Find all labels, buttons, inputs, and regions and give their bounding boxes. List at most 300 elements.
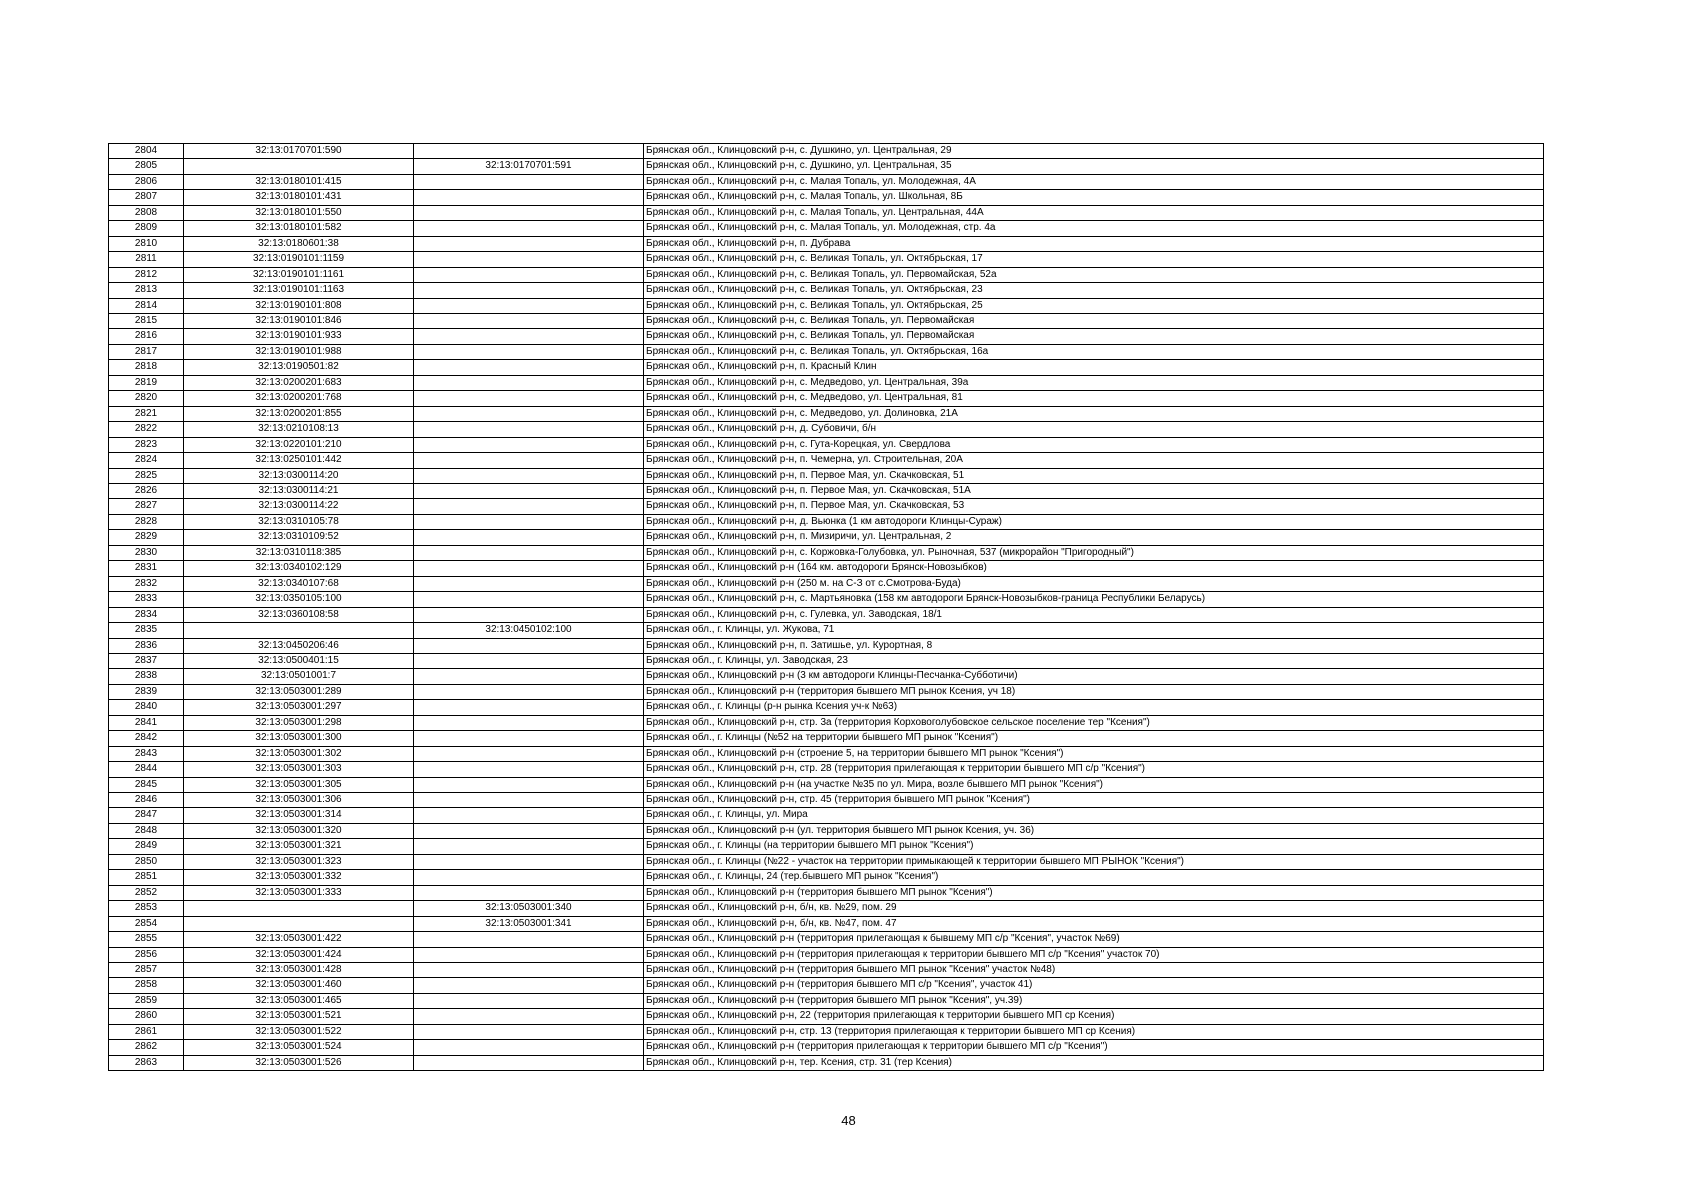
cadastral-number-alt-cell [414,684,644,699]
cadastral-number-alt-cell [414,422,644,437]
table-row [109,916,1544,931]
table-row [109,468,1544,483]
cadastral-number-alt-cell [414,669,644,684]
address-cell: Брянская обл., г. Клинцы, ул. Заводская, 23 [644,653,1544,668]
address-cell: Брянская обл., Клинцовский р-н, стр. 13 (территория прилегающая к территории бывшего МП ср Ксения) [644,1024,1544,1039]
cadastral-number-cell: 32:13:0300114:22 [184,499,414,514]
row-number-cell: 2822 [109,422,184,437]
row-number-cell: 2850 [109,854,184,869]
table-row [109,453,1544,468]
cadastral-number-alt-cell [414,978,644,993]
cadastral-number-alt-cell [414,885,644,900]
cadastral-number-alt-cell [414,530,644,545]
cadastral-number-alt-cell [414,731,644,746]
row-number-cell: 2824 [109,453,184,468]
address-cell: Брянская обл., Клинцовский р-н (на участке №35 по ул. Мира, возле бывшего МП рынок "Ксения") [644,777,1544,792]
row-number-cell: 2863 [109,1055,184,1070]
cadastral-number-alt-cell [414,592,644,607]
cadastral-number-cell: 32:13:0180101:582 [184,221,414,236]
table-row [109,700,1544,715]
address-cell: Брянская обл., Клинцовский р-н, с. Великая Топаль, ул. Октябрьская, 25 [644,298,1544,313]
address-cell: Брянская обл., Клинцовский р-н, с. Душкино, ул. Центральная, 29 [644,144,1544,159]
row-number-cell: 2834 [109,607,184,622]
cadastral-number-cell: 32:13:0503001:428 [184,963,414,978]
row-number-cell: 2826 [109,483,184,498]
table-row [109,205,1544,220]
cadastral-number-alt-cell [414,437,644,452]
row-number-cell: 2817 [109,344,184,359]
cadastral-number-cell: 32:13:0340102:129 [184,561,414,576]
address-cell: Брянская обл., Клинцовский р-н, с. Малая Топаль, ул. Молодежная, стр. 4а [644,221,1544,236]
row-number-cell: 2812 [109,267,184,282]
cadastral-number-alt-cell [414,144,644,159]
row-number-cell: 2854 [109,916,184,931]
address-cell: Брянская обл., Клинцовский р-н, п. Первое Мая, ул. Скачковская, 51 [644,468,1544,483]
table-row [109,870,1544,885]
cadastral-number-cell: 32:13:0200201:768 [184,391,414,406]
row-number-cell: 2809 [109,221,184,236]
cadastral-number-alt-cell [414,360,644,375]
row-number-cell: 2839 [109,684,184,699]
row-number-cell: 2828 [109,514,184,529]
row-number-cell: 2849 [109,839,184,854]
cadastral-number-alt-cell [414,283,644,298]
table-row [109,993,1544,1008]
table-row [109,638,1544,653]
cadastral-number-alt-cell: 32:13:0450102:100 [414,623,644,638]
cadastral-number-alt-cell [414,839,644,854]
cadastral-number-cell [184,916,414,931]
row-number-cell: 2846 [109,793,184,808]
cadastral-number-alt-cell [414,1055,644,1070]
table-row [109,298,1544,313]
address-cell: Брянская обл., Клинцовский р-н (территория бывшего МП рынок Ксения, уч 18) [644,684,1544,699]
row-number-cell: 2837 [109,653,184,668]
row-number-cell: 2808 [109,205,184,220]
cadastral-number-alt-cell [414,205,644,220]
cadastral-number-alt-cell [414,808,644,823]
cadastral-number-alt-cell [414,715,644,730]
table-row [109,144,1544,159]
table-row [109,576,1544,591]
cadastral-number-alt-cell [414,947,644,962]
cadastral-number-alt-cell: 32:13:0503001:341 [414,916,644,931]
row-number-cell: 2861 [109,1024,184,1039]
table-row [109,607,1544,622]
cadastral-number-alt-cell [414,468,644,483]
table-row [109,221,1544,236]
row-number-cell: 2818 [109,360,184,375]
cadastral-number-alt-cell [414,607,644,622]
table-row [109,483,1544,498]
row-number-cell: 2810 [109,236,184,251]
cadastral-number-cell: 32:13:0503001:289 [184,684,414,699]
address-cell: Брянская обл., Клинцовский р-н, стр. 3а (территория Корховоголубовское сельское поселение тер "Ксения") [644,715,1544,730]
table-row [109,561,1544,576]
row-number-cell: 2829 [109,530,184,545]
cadastral-number-cell: 32:13:0503001:526 [184,1055,414,1070]
table-row [109,854,1544,869]
cadastral-number-cell: 32:13:0503001:314 [184,808,414,823]
cadastral-number-cell [184,159,414,174]
table-row [109,947,1544,962]
cadastral-number-cell: 32:13:0190101:1163 [184,283,414,298]
cadastral-number-alt-cell [414,793,644,808]
cadastral-number-cell: 32:13:0300114:21 [184,483,414,498]
table-row [109,499,1544,514]
address-cell: Брянская обл., Клинцовский р-н, с. Медведово, ул. Центральная, 81 [644,391,1544,406]
table-row [109,406,1544,421]
cadastral-number-alt-cell: 32:13:0170701:591 [414,159,644,174]
cadastral-number-cell: 32:13:0503001:460 [184,978,414,993]
table-row [109,715,1544,730]
table-row [109,653,1544,668]
cadastral-number-cell: 32:13:0190501:82 [184,360,414,375]
cadastral-number-cell: 32:13:0501001:7 [184,669,414,684]
address-cell: Брянская обл., г. Клинцы (р-н рынка Ксения уч-к №63) [644,700,1544,715]
cadastral-number-cell: 32:13:0250101:442 [184,453,414,468]
cadastral-number-cell: 32:13:0180601:38 [184,236,414,251]
table-row [109,375,1544,390]
address-cell: Брянская обл., Клинцовский р-н (3 км автодороги Клинцы-Песчанка-Субботичи) [644,669,1544,684]
cadastral-number-alt-cell [414,252,644,267]
cadastral-number-alt-cell [414,700,644,715]
row-number-cell: 2806 [109,174,184,189]
cadastral-number-cell: 32:13:0503001:298 [184,715,414,730]
address-cell: Брянская обл., Клинцовский р-н (территория прилегающая к территории бывшего МП с/р "Ксения" участок 70) [644,947,1544,962]
address-cell: Брянская обл., Клинцовский р-н, с. Малая Топаль, ул. Школьная, 8Б [644,190,1544,205]
cadastral-number-cell: 32:13:0170701:590 [184,144,414,159]
cadastral-number-alt-cell [414,236,644,251]
cadastral-number-alt-cell [414,329,644,344]
cadastral-number-cell: 32:13:0503001:300 [184,731,414,746]
row-number-cell: 2805 [109,159,184,174]
cadastral-number-cell: 32:13:0503001:302 [184,746,414,761]
row-number-cell: 2841 [109,715,184,730]
row-number-cell: 2811 [109,252,184,267]
address-cell: Брянская обл., Клинцовский р-н, п. Дубрава [644,236,1544,251]
cadastral-number-cell [184,623,414,638]
row-number-cell: 2856 [109,947,184,962]
address-cell: Брянская обл., Клинцовский р-н, с. Малая Топаль, ул. Центральная, 44А [644,205,1544,220]
cadastral-number-cell: 32:13:0503001:521 [184,1009,414,1024]
cadastral-number-alt-cell [414,854,644,869]
address-cell: Брянская обл., Клинцовский р-н, д. Вьюнка (1 км автодороги Клинцы-Сураж) [644,514,1544,529]
address-cell: Брянская обл., Клинцовский р-н (территория бывшего МП рынок "Ксения" участок №48) [644,963,1544,978]
cadastral-number-cell: 32:13:0503001:321 [184,839,414,854]
cadastral-number-cell: 32:13:0500401:15 [184,653,414,668]
cadastral-number-cell: 32:13:0503001:323 [184,854,414,869]
address-cell: Брянская обл., Клинцовский р-н, с. Великая Топаль, ул. Первомайская [644,329,1544,344]
cadastral-number-cell: 32:13:0503001:465 [184,993,414,1008]
table-row [109,684,1544,699]
table-row [109,174,1544,189]
address-cell: Брянская обл., Клинцовский р-н, п. Первое Мая, ул. Скачковская, 53 [644,499,1544,514]
table-row [109,190,1544,205]
cadastral-number-alt-cell [414,777,644,792]
row-number-cell: 2807 [109,190,184,205]
row-number-cell: 2859 [109,993,184,1008]
table-row [109,267,1544,282]
address-cell: Брянская обл., Клинцовский р-н, п. Красный Клин [644,360,1544,375]
cadastral-number-cell: 32:13:0180101:550 [184,205,414,220]
table-row [109,437,1544,452]
cadastral-number-alt-cell [414,406,644,421]
address-cell: Брянская обл., г. Клинцы, 24 (тер.бывшего МП рынок "Ксения") [644,870,1544,885]
cadastral-number-cell: 32:13:0190101:1159 [184,252,414,267]
address-cell: Брянская обл., Клинцовский р-н (250 м. на С-З от с.Смотрова-Буда) [644,576,1544,591]
row-number-cell: 2814 [109,298,184,313]
address-cell: Брянская обл., Клинцовский р-н, с. Медведово, ул. Долиновка, 21А [644,406,1544,421]
address-cell: Брянская обл., г. Клинцы (на территории бывшего МП рынок "Ксения") [644,839,1544,854]
table-row [109,963,1544,978]
cadastral-number-alt-cell [414,746,644,761]
address-cell: Брянская обл., Клинцовский р-н, стр. 28 (территория прилегающая к территории бывшего МП с/р "Ксения") [644,762,1544,777]
cadastral-number-cell: 32:13:0200201:855 [184,406,414,421]
cadastral-number-cell [184,901,414,916]
row-number-cell: 2813 [109,283,184,298]
cadastral-number-cell: 32:13:0503001:297 [184,700,414,715]
row-number-cell: 2804 [109,144,184,159]
cadastral-number-cell: 32:13:0310118:385 [184,545,414,560]
row-number-cell: 2833 [109,592,184,607]
address-cell: Брянская обл., Клинцовский р-н, 22 (территория прилегающая к территории бывшего МП ср Ксения) [644,1009,1544,1024]
row-number-cell: 2825 [109,468,184,483]
address-cell: Брянская обл., Клинцовский р-н, б/н, кв. №29, пом. 29 [644,901,1544,916]
address-cell: Брянская обл., Клинцовский р-н (территория бывшего МП рынок "Ксения") [644,885,1544,900]
cadastral-number-alt-cell [414,190,644,205]
row-number-cell: 2857 [109,963,184,978]
row-number-cell: 2842 [109,731,184,746]
row-number-cell: 2858 [109,978,184,993]
cadastral-number-alt-cell [414,576,644,591]
table-row [109,793,1544,808]
table-row [109,808,1544,823]
cadastral-number-alt-cell [414,174,644,189]
cadastral-number-cell: 32:13:0503001:332 [184,870,414,885]
row-number-cell: 2832 [109,576,184,591]
row-number-cell: 2847 [109,808,184,823]
cadastral-number-alt-cell [414,344,644,359]
address-cell: Брянская обл., г. Клинцы, ул. Мира [644,808,1544,823]
row-number-cell: 2840 [109,700,184,715]
cadastral-number-cell: 32:13:0360108:58 [184,607,414,622]
address-cell: Брянская обл., Клинцовский р-н, с. Коржовка-Голубовка, ул. Рыночная, 537 (микрорайон "Пригородный") [644,545,1544,560]
address-cell: Брянская обл., Клинцовский р-н (строение 5, на территории бывшего МП рынок "Ксения") [644,746,1544,761]
cadastral-number-alt-cell [414,514,644,529]
address-cell: Брянская обл., Клинцовский р-н, с. Великая Топаль, ул. Октябрьская, 17 [644,252,1544,267]
table-row [109,623,1544,638]
table-row [109,344,1544,359]
address-cell: Брянская обл., г. Клинцы, ул. Жукова, 71 [644,623,1544,638]
cadastral-number-cell: 32:13:0503001:522 [184,1024,414,1039]
address-cell: Брянская обл., Клинцовский р-н, с. Душкино, ул. Центральная, 35 [644,159,1544,174]
cadastral-number-cell: 32:13:0503001:524 [184,1040,414,1055]
table-row [109,978,1544,993]
address-cell: Брянская обл., Клинцовский р-н, с. Мартьяновка (158 км автодороги Брянск-Новозыбков-граница Республики Беларусь) [644,592,1544,607]
cadastral-number-cell: 32:13:0503001:303 [184,762,414,777]
row-number-cell: 2836 [109,638,184,653]
table-row [109,236,1544,251]
address-cell: Брянская обл., Клинцовский р-н, п. Первое Мая, ул. Скачковская, 51А [644,483,1544,498]
address-cell: Брянская обл., Клинцовский р-н, тер. Ксения, стр. 31 (тер Ксения) [644,1055,1544,1070]
cadastral-number-cell: 32:13:0190101:1161 [184,267,414,282]
records-table [108,143,1544,1071]
cadastral-number-cell: 32:13:0310109:52 [184,530,414,545]
row-number-cell: 2853 [109,901,184,916]
table-row [109,313,1544,328]
row-number-cell: 2852 [109,885,184,900]
address-cell: Брянская обл., Клинцовский р-н, с. Великая Топаль, ул. Первомайская, 52а [644,267,1544,282]
address-cell: Брянская обл., г. Клинцы (№22 - участок на территории примыкающей к территории бывшего МП РЫНОК "Ксения") [644,854,1544,869]
address-cell: Брянская обл., Клинцовский р-н (территория бывшего МП рынок "Ксения", уч.39) [644,993,1544,1008]
table-row [109,252,1544,267]
row-number-cell: 2844 [109,762,184,777]
address-cell: Брянская обл., Клинцовский р-н, с. Гута-Корецкая, ул. Свердлова [644,437,1544,452]
cadastral-number-cell: 32:13:0503001:305 [184,777,414,792]
cadastral-number-alt-cell [414,1040,644,1055]
row-number-cell: 2862 [109,1040,184,1055]
cadastral-number-cell: 32:13:0503001:422 [184,932,414,947]
row-number-cell: 2820 [109,391,184,406]
cadastral-number-cell: 32:13:0503001:424 [184,947,414,962]
cadastral-number-alt-cell [414,638,644,653]
row-number-cell: 2827 [109,499,184,514]
cadastral-number-cell: 32:13:0503001:333 [184,885,414,900]
cadastral-number-alt-cell [414,221,644,236]
row-number-cell: 2821 [109,406,184,421]
address-cell: Брянская обл., Клинцовский р-н, с. Малая Топаль, ул. Молодежная, 4А [644,174,1544,189]
table-row [109,839,1544,854]
address-cell: Брянская обл., Клинцовский р-н, д. Субовичи, б/н [644,422,1544,437]
cadastral-number-alt-cell [414,993,644,1008]
cadastral-number-alt-cell [414,1009,644,1024]
address-cell: Брянская обл., Клинцовский р-н (территория прилегающая к бывшему МП с/р "Ксения", участок №69) [644,932,1544,947]
address-cell: Брянская обл., Клинцовский р-н, стр. 45 (территория бывшего МП рынок "Ксения") [644,793,1544,808]
table-row [109,360,1544,375]
table-row [109,777,1544,792]
table-row [109,283,1544,298]
cadastral-number-alt-cell [414,561,644,576]
cadastral-number-cell: 32:13:0210108:13 [184,422,414,437]
cadastral-number-cell: 32:13:0200201:683 [184,375,414,390]
cadastral-number-cell: 32:13:0450206:46 [184,638,414,653]
address-cell: Брянская обл., Клинцовский р-н (территория бывшего МП с/р "Ксения", участок 41) [644,978,1544,993]
cadastral-number-alt-cell [414,391,644,406]
cadastral-number-alt-cell [414,298,644,313]
row-number-cell: 2843 [109,746,184,761]
address-cell: Брянская обл., Клинцовский р-н, с. Великая Топаль, ул. Октябрьская, 16а [644,344,1544,359]
address-cell: Брянская обл., Клинцовский р-н, п. Затишье, ул. Курортная, 8 [644,638,1544,653]
row-number-cell: 2835 [109,623,184,638]
cadastral-number-cell: 32:13:0340107:68 [184,576,414,591]
address-cell: Брянская обл., Клинцовский р-н (территория прилегающая к территории бывшего МП с/р "Ксения") [644,1040,1544,1055]
table-row [109,1055,1544,1070]
cadastral-number-alt-cell [414,483,644,498]
table-row [109,1024,1544,1039]
cadastral-number-cell: 32:13:0503001:306 [184,793,414,808]
cadastral-number-cell: 32:13:0190101:933 [184,329,414,344]
table-row [109,731,1544,746]
row-number-cell: 2819 [109,375,184,390]
address-cell: Брянская обл., Клинцовский р-н, с. Великая Топаль, ул. Первомайская [644,313,1544,328]
table-row [109,530,1544,545]
table-row [109,1009,1544,1024]
cadastral-number-alt-cell [414,870,644,885]
cadastral-number-alt-cell [414,823,644,838]
table-row [109,1040,1544,1055]
row-number-cell: 2816 [109,329,184,344]
cadastral-number-cell: 32:13:0180101:415 [184,174,414,189]
table-row [109,545,1544,560]
row-number-cell: 2815 [109,313,184,328]
cadastral-number-cell: 32:13:0190101:846 [184,313,414,328]
records-table-body [109,144,1544,1071]
cadastral-number-alt-cell [414,267,644,282]
table-row [109,514,1544,529]
cadastral-number-alt-cell [414,453,644,468]
cadastral-number-cell: 32:13:0190101:808 [184,298,414,313]
cadastral-number-alt-cell [414,545,644,560]
cadastral-number-alt-cell [414,932,644,947]
table-row [109,932,1544,947]
address-cell: Брянская обл., Клинцовский р-н (164 км. автодороги Брянск-Новозыбков) [644,561,1544,576]
table-row [109,391,1544,406]
cadastral-number-alt-cell [414,963,644,978]
cadastral-number-alt-cell [414,653,644,668]
address-cell: Брянская обл., Клинцовский р-н, п. Чемерна, ул. Строительная, 20А [644,453,1544,468]
address-cell: Брянская обл., Клинцовский р-н, с. Гулевка, ул. Заводская, 18/1 [644,607,1544,622]
address-cell: Брянская обл., Клинцовский р-н, б/н, кв. №47, пом. 47 [644,916,1544,931]
address-cell: Брянская обл., Клинцовский р-н (ул. территория бывшего МП рынок Ксения, уч. 36) [644,823,1544,838]
cadastral-number-alt-cell [414,313,644,328]
table-row [109,159,1544,174]
row-number-cell: 2851 [109,870,184,885]
address-cell: Брянская обл., Клинцовский р-н, с. Великая Топаль, ул. Октябрьская, 23 [644,283,1544,298]
row-number-cell: 2830 [109,545,184,560]
row-number-cell: 2823 [109,437,184,452]
address-cell: Брянская обл., Клинцовский р-н, п. Мизиричи, ул. Центральная, 2 [644,530,1544,545]
cadastral-number-cell: 32:13:0503001:320 [184,823,414,838]
row-number-cell: 2855 [109,932,184,947]
page-number: 48 [841,1113,856,1128]
cadastral-number-cell: 32:13:0180101:431 [184,190,414,205]
table-row [109,592,1544,607]
cadastral-number-cell: 32:13:0190101:988 [184,344,414,359]
table-row [109,746,1544,761]
table-row [109,762,1544,777]
row-number-cell: 2860 [109,1009,184,1024]
cadastral-number-cell: 32:13:0300114:20 [184,468,414,483]
table-row [109,422,1544,437]
cadastral-number-alt-cell [414,375,644,390]
row-number-cell: 2845 [109,777,184,792]
table-row [109,329,1544,344]
table-row [109,823,1544,838]
table-row [109,885,1544,900]
cadastral-number-alt-cell: 32:13:0503001:340 [414,901,644,916]
cadastral-number-alt-cell [414,499,644,514]
table-row [109,669,1544,684]
cadastral-number-cell: 32:13:0220101:210 [184,437,414,452]
row-number-cell: 2831 [109,561,184,576]
address-cell: Брянская обл., Клинцовский р-н, с. Медведово, ул. Центральная, 39а [644,375,1544,390]
row-number-cell: 2838 [109,669,184,684]
address-cell: Брянская обл., г. Клинцы (№52 на территории бывшего МП рынок "Ксения") [644,731,1544,746]
cadastral-number-cell: 32:13:0350105:100 [184,592,414,607]
row-number-cell: 2848 [109,823,184,838]
cadastral-number-cell: 32:13:0310105:78 [184,514,414,529]
